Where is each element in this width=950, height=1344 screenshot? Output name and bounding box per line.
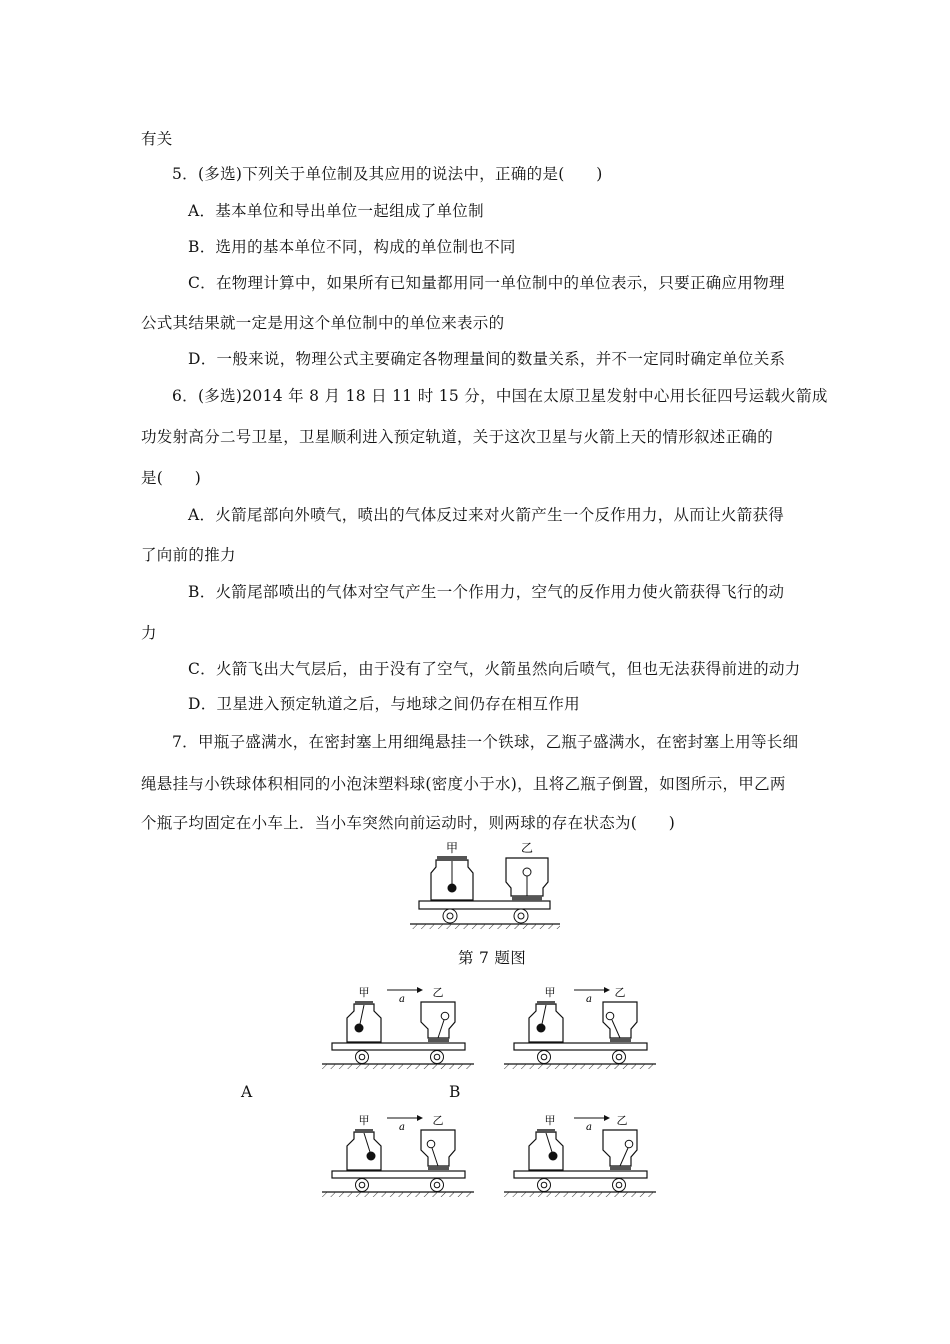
iron-ball (448, 884, 457, 893)
question-7-stem-cont: 绳悬挂与小铁球体积相同的小泡沫塑料球(密度小于水)，且将乙瓶子倒置，如图所示，甲乙两 (141, 775, 786, 793)
question-6-stem: 6．(多选)2014 年 8 月 18 日 11 时 15 分，中国在太原卫星发射中心用长征四号运载火箭成 (172, 387, 828, 405)
svg-text:a: a (399, 1122, 405, 1133)
question-7-stem: 7．甲瓶子盛满水，在密封塞上用细绳悬挂一个铁球，乙瓶子盛满水，在密封塞上用等长细 (172, 733, 799, 751)
text-line: 有关 (141, 130, 173, 148)
question-5-stem: 5．(多选)下列关于单位制及其应用的说法中，正确的是( ) (172, 165, 603, 183)
option-a-label: A (241, 1083, 253, 1101)
option-6b-cont: 力 (141, 624, 157, 642)
option-b-label: B (449, 1083, 461, 1101)
foam-ball (523, 868, 531, 876)
label-jia: 甲 (445, 841, 459, 855)
option-6a: A．火箭尾部向外喷气，喷出的气体反过来对火箭产生一个反作用力，从而让火箭获得 (188, 506, 785, 524)
option-6c: C．火箭飞出大气层后，由于没有了空气，火箭虽然向后喷气，但也无法获得前进的动力 (188, 660, 801, 678)
option-d-figure (504, 1112, 656, 1206)
question-6-stem-cont: 功发射高分二号卫星，卫星顺利进入预定轨道，关于这次卫星与火箭上天的情形叙述正确的 (141, 428, 774, 446)
figure-caption: 第 7 题图 (458, 949, 527, 967)
question-6-stem-cont: 是( ) (141, 469, 202, 487)
option-6b: B．火箭尾部喷出的气体对空气产生一个作用力，空气的反作用力使火箭获得飞行的动 (188, 583, 785, 601)
option-a-figure (322, 984, 474, 1078)
option-b-figure (504, 984, 656, 1078)
svg-text:甲: 甲 (544, 1114, 556, 1127)
svg-text:a: a (586, 1122, 592, 1133)
svg-text:a: a (586, 994, 592, 1005)
svg-text:甲: 甲 (358, 1114, 370, 1127)
option-5a: A．基本单位和导出单位一起组成了单位制 (188, 202, 484, 220)
option-5d: D．一般来说，物理公式主要确定各物理量间的数量关系，并不一定同时确定单位关系 (188, 350, 786, 368)
svg-text:甲: 甲 (544, 986, 556, 999)
svg-text:乙: 乙 (432, 1114, 444, 1127)
stopper-yi (512, 896, 542, 901)
stopper-jia (437, 856, 467, 861)
label-yi: 乙 (520, 841, 534, 855)
cart-board (419, 901, 550, 909)
svg-text:乙: 乙 (432, 986, 444, 999)
option-5c: C．在物理计算中，如果所有已知量都用同一单位制中的单位表示，只要正确应用物理 (188, 274, 785, 292)
question-7-stem-cont: 个瓶子均固定在小车上．当小车突然向前运动时，则两球的存在状态为( ) (141, 814, 676, 832)
svg-text:乙: 乙 (614, 986, 626, 999)
svg-text:乙: 乙 (616, 1114, 628, 1127)
option-6d: D．卫星进入预定轨道之后，与地球之间仍存在相互作用 (188, 695, 580, 713)
accel-label: a (399, 994, 405, 1005)
option-5b: B．选用的基本单位不同，构成的单位制也不同 (188, 238, 516, 256)
option-6a-cont: 了向前的推力 (141, 546, 236, 564)
ground-hatch (410, 924, 560, 929)
svg-text:甲: 甲 (358, 986, 370, 999)
option-c-figure (322, 1112, 474, 1206)
option-5c-cont: 公式其结果就一定是用这个单位制中的单位来表示的 (141, 314, 505, 332)
figure-7-main (410, 838, 560, 938)
